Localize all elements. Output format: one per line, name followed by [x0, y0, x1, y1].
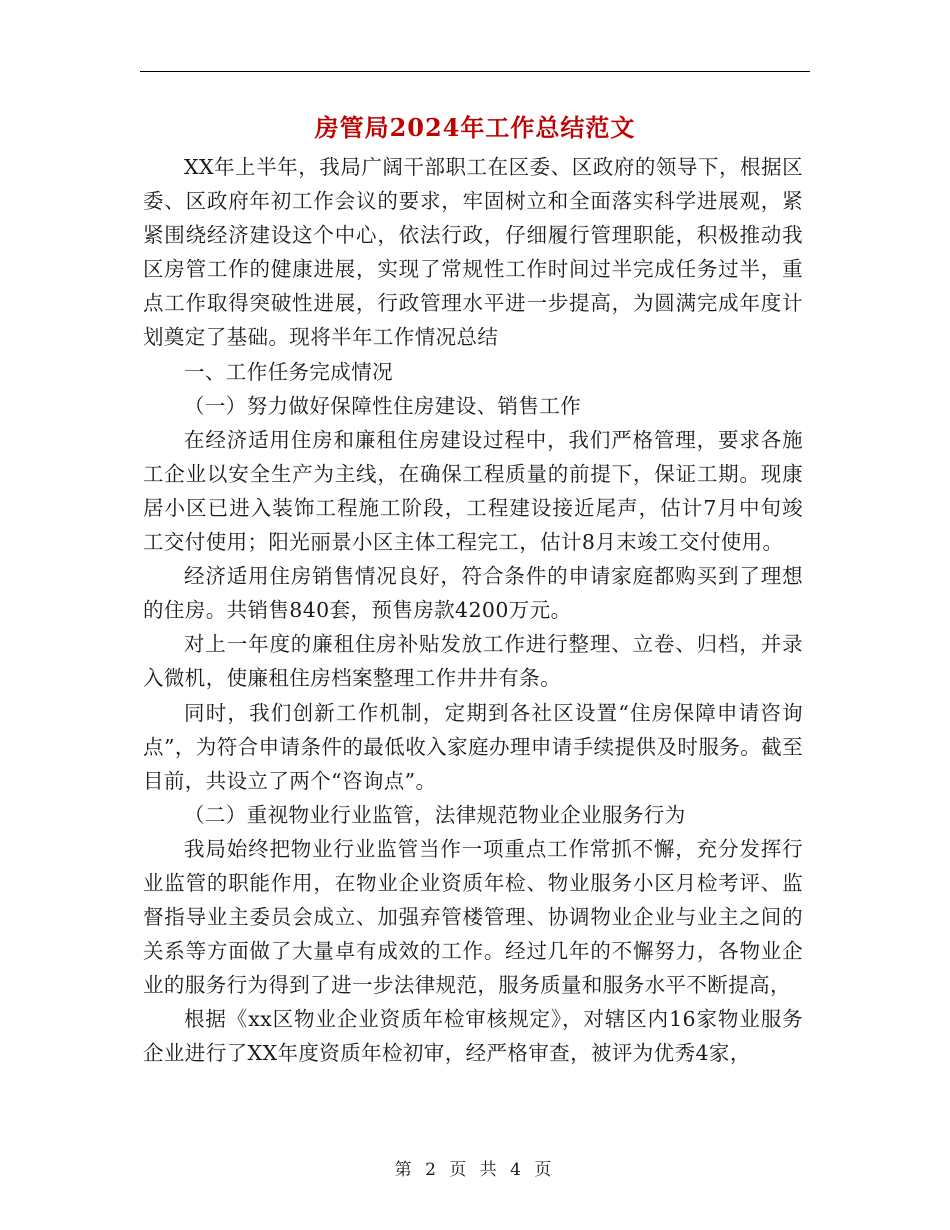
- document-title: 房管局2024年工作总结范文: [314, 113, 636, 142]
- paragraph: 我局始终把物业行业监管当作一项重点工作常抓不懈，充分发挥行业监管的职能作用，在物业企业资质年检、物业服务小区月检考评、监督指导业主委员会成立、加强弃管楼管理、协调物业企业与业主之间的关系等方面做了大量卓有成效的工作。经过几年的不懈努力，各物业企业的服务行为得到了进一步法律规范，服务质量和服务水平不断提高，: [143, 836, 803, 998]
- paragraph: 对上一年度的廉租住房补贴发放工作进行整理、立卷、归档，并录入微机，使廉租住房档案整理工作井井有条。: [143, 632, 803, 691]
- subsection-heading-1: （一）努力做好保障性住房建设、销售工作: [184, 393, 582, 418]
- paragraph: 同时，我们创新工作机制，定期到各社区设置“住房保障申请咨询点”，为符合申请条件的最低收入家庭办理申请手续提供及时服务。截至目前，共设立了两个“咨询点”。: [143, 700, 803, 793]
- paragraph-intro: XX年上半年，我局广阔干部职工在区委、区政府的领导下，根据区委、区政府年初工作会议的要求，牢固树立和全面落实科学进展观，紧紧围绕经济建设这个中心，依法行政，仔细履行管理职能，积极推动我区房管工作的健康进展，实现了常规性工作时间过半完成任务过半，重点工作取得突破性进展，行政管理水平进一步提高，为圆满完成年度计划奠定了基础。现将半年工作情况总结: [143, 155, 803, 350]
- section-heading-1: 一、工作任务完成情况: [184, 359, 393, 384]
- paragraph: 经济适用住房销售情况良好，符合条件的申请家庭都购买到了理想的住房。共销售840套，预售房款4200万元。: [143, 564, 803, 623]
- paragraph: 根据《xx区物业企业资质年检审核规定》，对辖区内16家物业服务企业进行了XX年度资质年检初审，经严格审查，被评为优秀4家，: [143, 1007, 803, 1066]
- subsection-heading-2: （二）重视物业行业监管，法律规范物业企业服务行为: [184, 802, 686, 827]
- paragraph: 在经济适用住房和廉租住房建设过程中，我们严格管理，要求各施工企业以安全生产为主线，在确保工程质量的前提下，保证工期。现康居小区已进入装饰工程施工阶段，工程建设接近尾声，估计7月中旬竣工交付使用；阳光丽景小区主体工程完工，估计8月末竣工交付使用。: [143, 427, 803, 555]
- page-number: 第 2 页 共 4 页: [394, 1160, 556, 1180]
- document-body: [143, 150, 803, 1071]
- header-rule: [140, 71, 810, 72]
